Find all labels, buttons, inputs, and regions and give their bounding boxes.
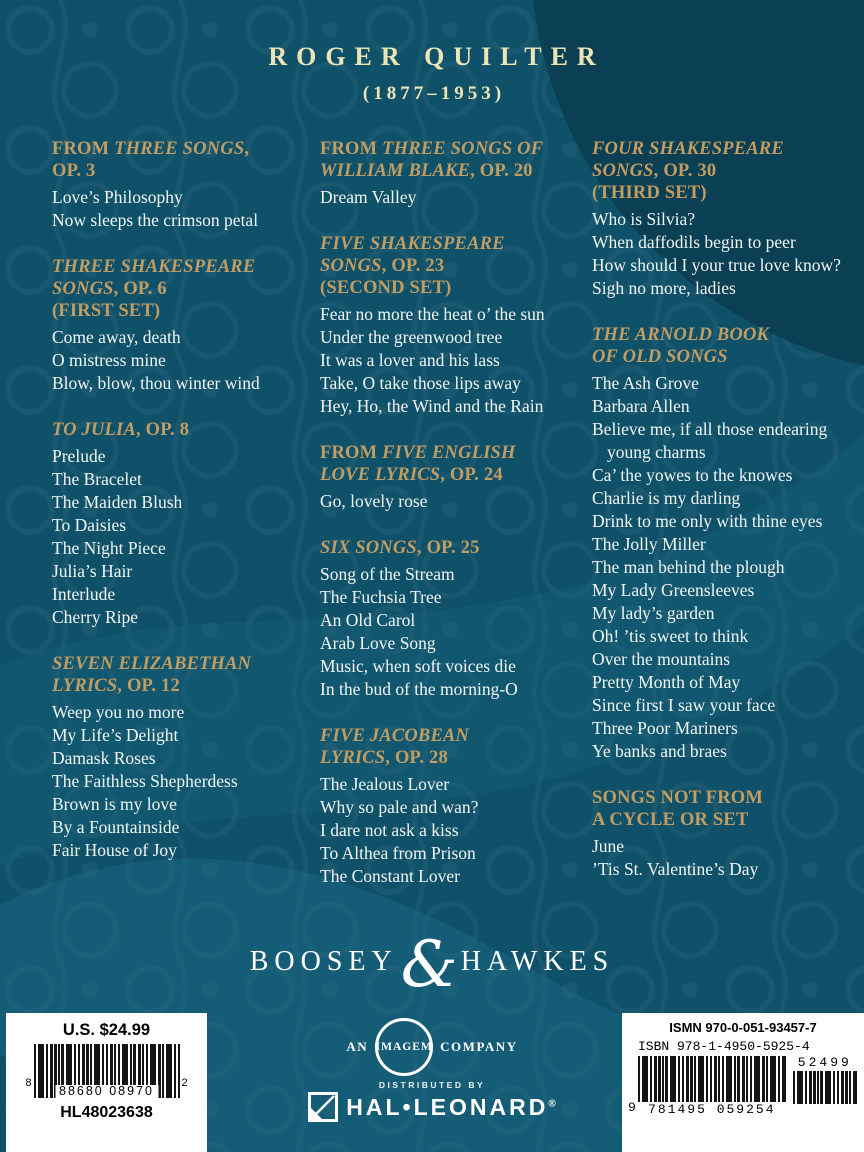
bh-word-left: BOOSEY bbox=[249, 946, 398, 977]
song-title: Come away, death bbox=[52, 327, 181, 347]
song-list bbox=[52, 186, 320, 232]
song-title: Blow, blow, thou winter wind bbox=[52, 373, 260, 393]
work-title: SEVEN ELIZABETHAN bbox=[52, 654, 252, 674]
song-title: Pretty Month of May bbox=[592, 672, 741, 692]
heading-text: FROM bbox=[320, 443, 383, 463]
song-title: It was a lover and his lass bbox=[320, 350, 500, 370]
song-title: Cherry Ripe bbox=[52, 607, 139, 627]
imagem-circle-icon bbox=[375, 1018, 433, 1076]
song-title: Who is Silvia? bbox=[592, 209, 696, 229]
song-title: An Old Carol bbox=[320, 610, 416, 630]
song-title: Sigh no more, ladies bbox=[592, 278, 736, 298]
song-list bbox=[592, 372, 852, 763]
barcode-stripes bbox=[793, 1071, 857, 1104]
ean-barcode bbox=[628, 1056, 864, 1117]
song-title: The Fuchsia Tree bbox=[320, 587, 442, 607]
song-title: Now sleeps the crimson petal bbox=[52, 210, 259, 230]
song-list bbox=[52, 701, 320, 862]
section-heading bbox=[52, 138, 320, 182]
song-title: The Night Piece bbox=[52, 538, 166, 558]
heading-text: A CYCLE OR SET bbox=[592, 810, 749, 830]
work-title: LYRICS bbox=[52, 676, 118, 696]
upc-bars bbox=[34, 1044, 180, 1098]
song-title: June bbox=[592, 836, 625, 856]
isbn-label: ISBN 978-1-4950-5925-4 bbox=[638, 1039, 810, 1054]
heading-text: (THIRD SET) bbox=[592, 183, 707, 203]
song-title: Fair House of Joy bbox=[52, 840, 177, 860]
heading-text: , OP. 12 bbox=[117, 676, 180, 696]
section-heading bbox=[320, 442, 592, 486]
song-title: Damask Roses bbox=[52, 748, 156, 768]
song-title: Interlude bbox=[52, 584, 116, 604]
song-title: Prelude bbox=[52, 446, 106, 466]
distributed-by-label: DISTRIBUTED BY bbox=[378, 1080, 486, 1090]
song-title: How should I your true love know? bbox=[592, 255, 841, 275]
song-title: To Althea from Prison bbox=[320, 843, 476, 863]
song-title: The Ash Grove bbox=[592, 373, 699, 393]
song-section bbox=[592, 324, 852, 763]
work-title: FIVE SHAKESPEARE bbox=[320, 234, 505, 254]
isbn-barcode-box bbox=[622, 1013, 864, 1152]
song-title: O mistress mine bbox=[52, 350, 166, 370]
column-1 bbox=[52, 138, 320, 912]
price-barcode-box bbox=[6, 1013, 207, 1152]
song-title: Over the mountains bbox=[592, 649, 731, 669]
song-section bbox=[52, 653, 320, 862]
song-section bbox=[320, 725, 592, 888]
song-title: The Constant Lover bbox=[320, 866, 460, 886]
song-section bbox=[52, 419, 320, 629]
work-title: FIVE ENGLISH bbox=[382, 443, 516, 463]
supplement-digits: 52499 bbox=[797, 1055, 852, 1070]
section-heading bbox=[592, 138, 852, 204]
song-title: ’Tis St. Valentine’s Day bbox=[592, 859, 759, 879]
work-title: THREE SHAKESPEARE bbox=[52, 257, 256, 277]
heading-text: FROM bbox=[52, 139, 115, 159]
song-title: By a Fountainside bbox=[52, 817, 180, 837]
column-3 bbox=[592, 138, 852, 912]
ean-prefix-digit: 9 bbox=[628, 1100, 636, 1115]
upc-digits: 88680 08970 bbox=[55, 1085, 158, 1098]
song-list bbox=[320, 773, 592, 888]
heading-text: , OP. 24 bbox=[440, 465, 503, 485]
song-title: Dream Valley bbox=[320, 187, 417, 207]
song-title: When daffodils begin to peer bbox=[592, 232, 796, 252]
hal-leonard-wordmark bbox=[346, 1094, 555, 1121]
work-title: WILLIAM BLAKE bbox=[320, 161, 471, 181]
song-title: Brown is my love bbox=[52, 794, 177, 814]
work-title: SONGS bbox=[592, 161, 654, 181]
upc-suffix-digit: 2 bbox=[181, 1077, 188, 1089]
song-section bbox=[592, 138, 852, 300]
bh-word-right: HAWKES bbox=[460, 946, 615, 977]
boosey-hawkes-logo: BOOSEY & HAWKES bbox=[249, 928, 615, 1002]
heading-text: , OP. 30 bbox=[653, 161, 717, 181]
song-list bbox=[592, 835, 852, 881]
heading-text: OP. 3 bbox=[52, 161, 96, 181]
imagem-prefix: AN bbox=[346, 1039, 369, 1054]
work-title: THREE SONGS bbox=[114, 139, 245, 159]
song-title: The man behind the plough bbox=[592, 557, 785, 577]
imagem-suffix: COMPANY bbox=[440, 1039, 518, 1054]
song-title: Hey, Ho, the Wind and the Rain bbox=[320, 396, 544, 416]
song-title: The Bracelet bbox=[52, 469, 142, 489]
price-label: U.S. $24.99 bbox=[62, 1021, 151, 1039]
song-section bbox=[320, 442, 592, 513]
heading-text: SONGS NOT FROM bbox=[592, 788, 764, 808]
heading-text: , OP. 6 bbox=[113, 279, 167, 299]
song-title: To Daisies bbox=[52, 515, 127, 535]
work-title: OF OLD SONGS bbox=[592, 347, 728, 367]
song-title: Music, when soft voices die bbox=[320, 656, 516, 676]
song-list bbox=[320, 563, 592, 701]
song-title: Believe me, if all those endearing young charms bbox=[592, 419, 828, 462]
song-section bbox=[52, 138, 320, 232]
work-title: FOUR SHAKESPEARE bbox=[592, 139, 784, 159]
song-section bbox=[52, 256, 320, 395]
heading-text: FROM bbox=[320, 139, 383, 159]
title-block bbox=[0, 42, 864, 105]
work-title: SIX SONGS bbox=[320, 538, 417, 558]
song-columns bbox=[52, 138, 852, 912]
song-title: Weep you no more bbox=[52, 702, 185, 722]
song-title: My lady’s garden bbox=[592, 603, 715, 623]
hal-leonard-icon bbox=[308, 1092, 338, 1122]
song-title: Under the greenwood tree bbox=[320, 327, 503, 347]
song-title: Julia’s Hair bbox=[52, 561, 133, 581]
song-title: Song of the Stream bbox=[320, 564, 455, 584]
ean-supplement bbox=[793, 1056, 857, 1104]
heading-text: (SECOND SET) bbox=[320, 278, 452, 298]
section-heading bbox=[592, 787, 852, 831]
song-title: Oh! ’tis sweet to think bbox=[592, 626, 749, 646]
composer-name: ROGER QUILTER bbox=[268, 42, 605, 71]
upc-barcode bbox=[6, 1044, 207, 1098]
song-section bbox=[320, 537, 592, 701]
section-heading bbox=[52, 653, 320, 697]
song-title: Take, O take those lips away bbox=[320, 373, 521, 393]
song-title: Go, lovely rose bbox=[320, 491, 428, 511]
hal-leonard-name: HAL•LEONARD bbox=[346, 1093, 549, 1120]
song-title: The Faithless Shepherdess bbox=[52, 771, 238, 791]
heading-text: , OP. 25 bbox=[416, 538, 480, 558]
song-title: The Jealous Lover bbox=[320, 774, 450, 794]
section-heading bbox=[320, 537, 592, 559]
catalog-number: HL48023638 bbox=[60, 1104, 153, 1121]
heading-text: , OP. 8 bbox=[136, 420, 190, 440]
song-title: Charlie is my darling bbox=[592, 488, 741, 508]
section-heading bbox=[52, 419, 320, 441]
work-title: SONGS bbox=[52, 279, 114, 299]
section-heading bbox=[320, 725, 592, 769]
song-section bbox=[320, 233, 592, 418]
song-list bbox=[320, 186, 592, 209]
song-title: Love’s Philosophy bbox=[52, 187, 183, 207]
song-title: Ca’ the yowes to the knowes bbox=[592, 465, 793, 485]
section-heading bbox=[592, 324, 852, 368]
song-section bbox=[592, 787, 852, 881]
section-heading bbox=[320, 138, 592, 182]
work-title: TO JULIA bbox=[52, 420, 137, 440]
song-title: The Jolly Miller bbox=[592, 534, 706, 554]
song-title: Drink to me only with thine eyes bbox=[592, 511, 823, 531]
work-title: LYRICS bbox=[320, 748, 386, 768]
barcode-stripes bbox=[638, 1056, 786, 1102]
ismn-label: ISMN 970-0-051-93457-7 bbox=[669, 1020, 817, 1035]
song-title: I dare not ask a kiss bbox=[320, 820, 459, 840]
upc-prefix-digit: 8 bbox=[25, 1077, 32, 1089]
heading-text: , OP. 23 bbox=[381, 256, 445, 276]
heading-text: (FIRST SET) bbox=[52, 301, 161, 321]
registered-mark: ® bbox=[548, 1097, 556, 1109]
work-title: SONGS bbox=[320, 256, 382, 276]
song-title: Ye banks and braes bbox=[592, 741, 727, 761]
section-heading bbox=[320, 233, 592, 299]
song-title: Arab Love Song bbox=[320, 633, 436, 653]
song-title: The Maiden Blush bbox=[52, 492, 183, 512]
song-list bbox=[320, 303, 592, 418]
song-list bbox=[592, 208, 852, 300]
ean-main-bars bbox=[638, 1056, 786, 1117]
song-title: My Life’s Delight bbox=[52, 725, 179, 745]
song-section bbox=[320, 138, 592, 209]
song-title: Barbara Allen bbox=[592, 396, 690, 416]
heading-text: , bbox=[244, 139, 250, 159]
ean-digits: 781495 059254 bbox=[648, 1102, 776, 1117]
song-title: Fear no more the heat o’ the sun bbox=[320, 304, 545, 324]
heading-text: , OP. 20 bbox=[470, 161, 533, 181]
song-title: Why so pale and wan? bbox=[320, 797, 479, 817]
composer-dates: (1877–1953) bbox=[362, 83, 506, 104]
song-title: Since first I saw your face bbox=[592, 695, 776, 715]
column-2 bbox=[320, 138, 592, 912]
song-title: My Lady Greensleeves bbox=[592, 580, 755, 600]
song-title: Three Poor Mariners bbox=[592, 718, 738, 738]
song-title: In the bud of the morning-O bbox=[320, 679, 518, 699]
section-heading bbox=[52, 256, 320, 322]
imagem-word: IMAGEM bbox=[375, 1041, 433, 1053]
heading-text: , OP. 28 bbox=[385, 748, 448, 768]
work-title: THE ARNOLD BOOK bbox=[592, 325, 770, 345]
work-title: THREE SONGS OF bbox=[382, 139, 544, 159]
work-title: LOVE LYRICS bbox=[320, 465, 441, 485]
song-list bbox=[320, 490, 592, 513]
work-title: FIVE JACOBEAN bbox=[320, 726, 470, 746]
song-list bbox=[52, 326, 320, 395]
song-list bbox=[52, 445, 320, 629]
